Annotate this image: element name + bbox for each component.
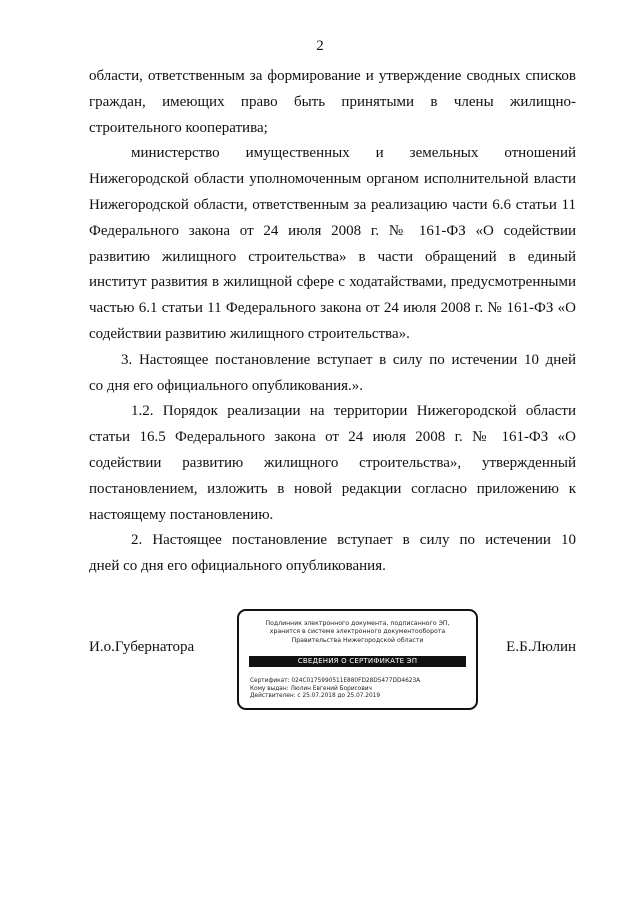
text-line: частью 6.1 статьи 11 Федерального закона от 24 июля 2008 г. № 161-ФЗ «О — [89, 300, 576, 317]
certificate-number: Сертификат: 024C0175990511E880FD28D5477DD4623A — [250, 678, 421, 684]
text-line: области, ответственным за формирование и утверждение сводных списков — [89, 68, 576, 84]
text-line: настоящему постановлению. — [89, 506, 274, 523]
paragraph-start-line: 3. Настоящее постановление вступает в силу по истечении 10 дней — [121, 351, 576, 368]
paragraph-start-line: 2. Настоящее постановление вступает в силу по истечении 10 — [131, 532, 576, 549]
paragraph-start-line: 1.2. Порядок реализации на территории Нижегородской области — [131, 403, 576, 420]
text-line: постановлением, изложить в новой редакции согласно приложению к — [89, 480, 576, 497]
signatory-position: И.о.Губернатора — [89, 639, 195, 655]
text-line: институт развития в жилищной сфере с ходатайствами, предусмотренными — [89, 274, 576, 291]
text-line: Нижегородской области, ответственным за реализацию части 6.6 статьи 11 — [89, 196, 576, 213]
text-line: развитию жилищного строительства» в части обращений в единый — [89, 248, 576, 265]
page-number: 2 — [316, 38, 324, 54]
stamp-header-line: хранится в системе электронного документооборота — [269, 628, 446, 636]
text-line: Нижегородской области уполномоченным органом исполнительной власти — [89, 171, 576, 188]
text-line: статьи 16.5 Федерального закона от 24 июля 2008 г. № 161-ФЗ «О — [89, 429, 576, 446]
text-line: содействии развитию жилищного строительства», утвержденный — [89, 454, 576, 471]
text-line: со дня его официального опубликования.». — [89, 377, 363, 394]
text-line: содействии развитию жилищного строительства». — [89, 325, 410, 342]
stamp-header — [239, 620, 476, 645]
text-line: дней со дня его официального опубликования. — [89, 558, 386, 575]
certificate-validity: Действителен: с 25.07.2018 до 25.07.2019 — [250, 693, 381, 700]
stamp-header-line: Подлинник электронного документа, подписанного ЭП, — [265, 620, 450, 627]
stamp-title-bar: СВЕДЕНИЯ О СЕРТИФИКАТЕ ЭП — [249, 656, 466, 667]
text-line: граждан, имеющих право быть принятыми в члены жилищно- — [89, 93, 576, 110]
electronic-signature-stamp — [237, 609, 478, 710]
stamp-header-line: Правительства Нижегородской области — [291, 636, 424, 644]
signatory-name: Е.Б.Люлин — [506, 639, 576, 655]
paragraph-start-line: министерство имущественных и земельных отношений — [131, 145, 576, 162]
text-line: строительного кооператива; — [89, 119, 268, 136]
document-body — [89, 64, 576, 580]
stamp-details — [250, 678, 420, 701]
certificate-owner: Кому выдан: Люлин Евгений Борисович — [250, 685, 372, 692]
text-line: Федерального закона от 24 июля 2008 г. № 161-ФЗ «О содействии — [89, 222, 576, 239]
